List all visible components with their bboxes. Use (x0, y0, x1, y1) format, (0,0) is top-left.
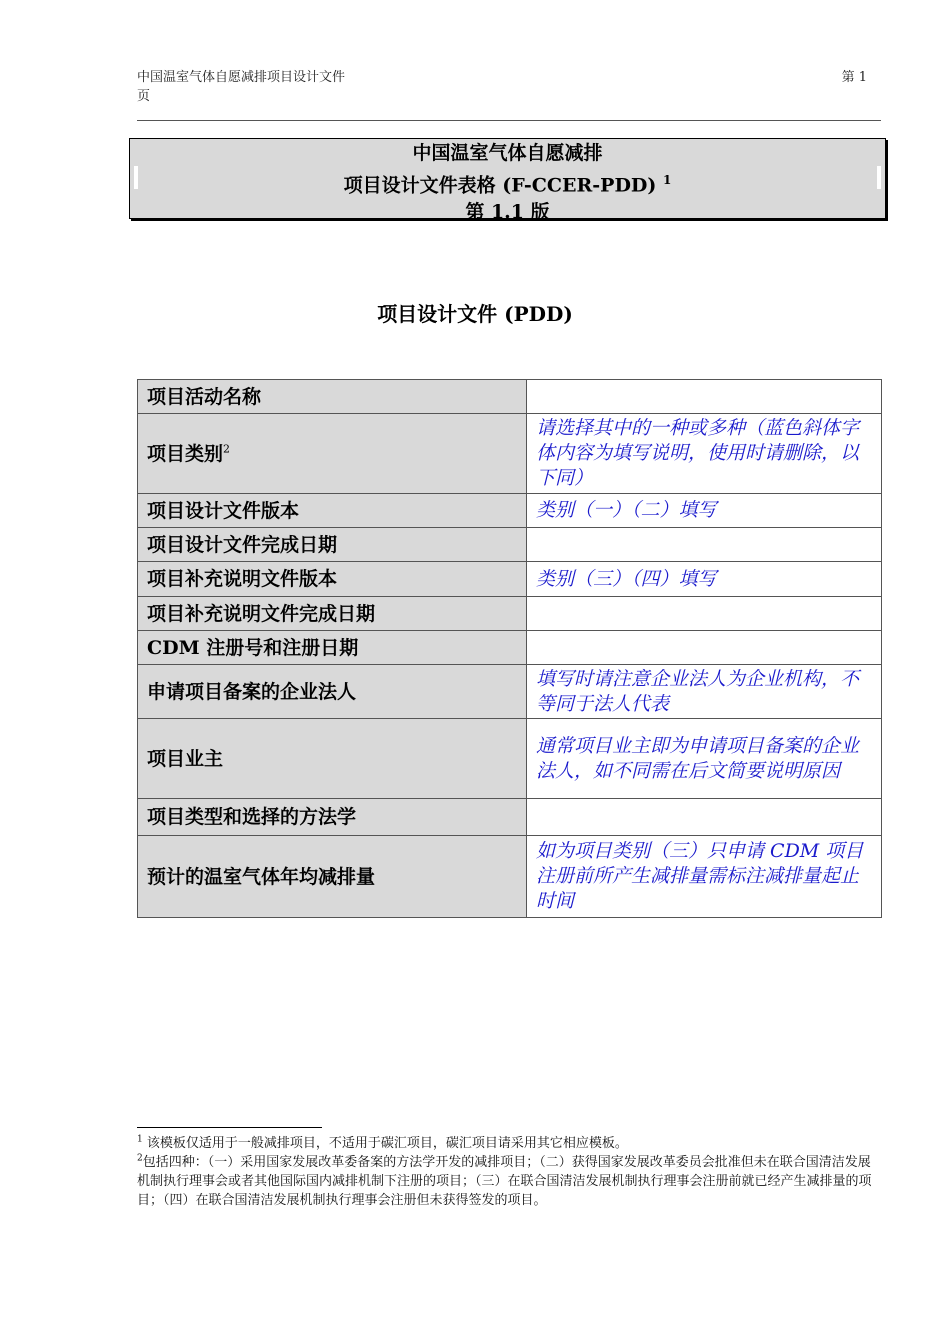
footnote-1 (137, 1134, 882, 1153)
footnote-1-text: 该模板仅适用于一般减排项目，不适用于碳汇项目，碳汇项目请采用其它相应模板。 (142, 1136, 628, 1151)
row-label: 申请项目备案的企业法人 (138, 665, 527, 719)
table-row (138, 562, 882, 597)
form-version: 第 1.1 版 (465, 201, 550, 224)
header-divider (137, 120, 881, 121)
row-value[interactable]: 如为项目类别（三）只申请 CDM 项目注册前所产生减排量需标注减排量起止时间 (527, 836, 882, 918)
table-row (138, 494, 882, 528)
table-row (138, 665, 882, 719)
row-value[interactable]: 类别（一）（二）填写 (527, 494, 882, 528)
row-label: 项目设计文件版本 (138, 494, 527, 528)
row-value[interactable] (527, 631, 882, 665)
row-label: CDM 注册号和注册日期 (138, 631, 527, 665)
row-label: 项目活动名称 (138, 380, 527, 414)
header-page-suffix: 页 (137, 89, 151, 104)
row-label: 项目补充说明文件版本 (138, 562, 527, 597)
table-row (138, 597, 882, 631)
form-title-line2: 项目设计文件表格 (F-CCER-PDD) $^1$ (343, 173, 672, 197)
table-row (138, 836, 882, 918)
table-row (138, 631, 882, 665)
table-row (138, 380, 882, 414)
row-label: 预计的温室气体年均减排量 (138, 836, 527, 918)
pdd-title: 项目设计文件 (PDD) (377, 302, 573, 326)
header-page-number: 第 1 (841, 70, 867, 85)
footnote-2-mark: 2 (137, 1153, 143, 1164)
row-label: 项目设计文件完成日期 (138, 528, 527, 562)
footnotes (137, 1134, 882, 1210)
title-box-marker-left (134, 166, 138, 189)
table-row (138, 799, 882, 836)
header-doc-title (137, 68, 377, 106)
table-row (138, 719, 882, 799)
footnote-2-text: 包括四种：（一）采用国家发展改革委备案的方法学开发的减排项目；（二）获得国家发展改革委员会批准但未在联合国清洁发展机制执行理事会或者其他国际国内减排机制下注册的项目；（三）在联合国清洁发展机制执行理事会注册前就已经产生减排量的项目；（四）在联合国清洁发展机制执行理事会注册但未获得签发的项目。 (137, 1155, 872, 1208)
row-label: 项目补充说明文件完成日期 (138, 597, 527, 631)
row-label: 项目类型和选择的方法学 (138, 799, 527, 836)
table-row (138, 528, 882, 562)
footnote-separator (137, 1127, 322, 1128)
form-title-box (129, 138, 886, 224)
footnote-ref-2[interactable]: 2 (223, 442, 231, 456)
row-value[interactable]: 请选择其中的一种或多种（蓝色斜体字体内容为填写说明，使用时请删除，以下同） (527, 414, 882, 494)
footnote-1-mark: 1 (137, 1134, 143, 1145)
footnote-ref-1[interactable]: 1 (663, 173, 672, 187)
form-title-line1: 中国温室气体自愿减排 (412, 142, 603, 164)
row-value[interactable] (527, 528, 882, 562)
title-box-marker-right (877, 166, 881, 189)
row-value[interactable] (527, 380, 882, 414)
table-row (138, 414, 882, 494)
row-label: 项目业主 (138, 719, 527, 799)
footnote-2 (137, 1153, 882, 1210)
row-value[interactable] (527, 597, 882, 631)
header-title-text: 中国温室气体自愿减排项目设计文件 (137, 70, 346, 85)
row-value[interactable] (527, 799, 882, 836)
row-value[interactable]: 填写时请注意企业法人为企业机构，不等同于法人代表 (527, 665, 882, 719)
row-label: 项目类别$^2$ (138, 414, 527, 494)
project-info-table (137, 379, 882, 918)
row-value[interactable]: 通常项目业主即为申请项目备案的企业法人，如不同需在后文简要说明原因 (527, 719, 882, 799)
row-value[interactable]: 类别（三）（四）填写 (527, 562, 882, 597)
